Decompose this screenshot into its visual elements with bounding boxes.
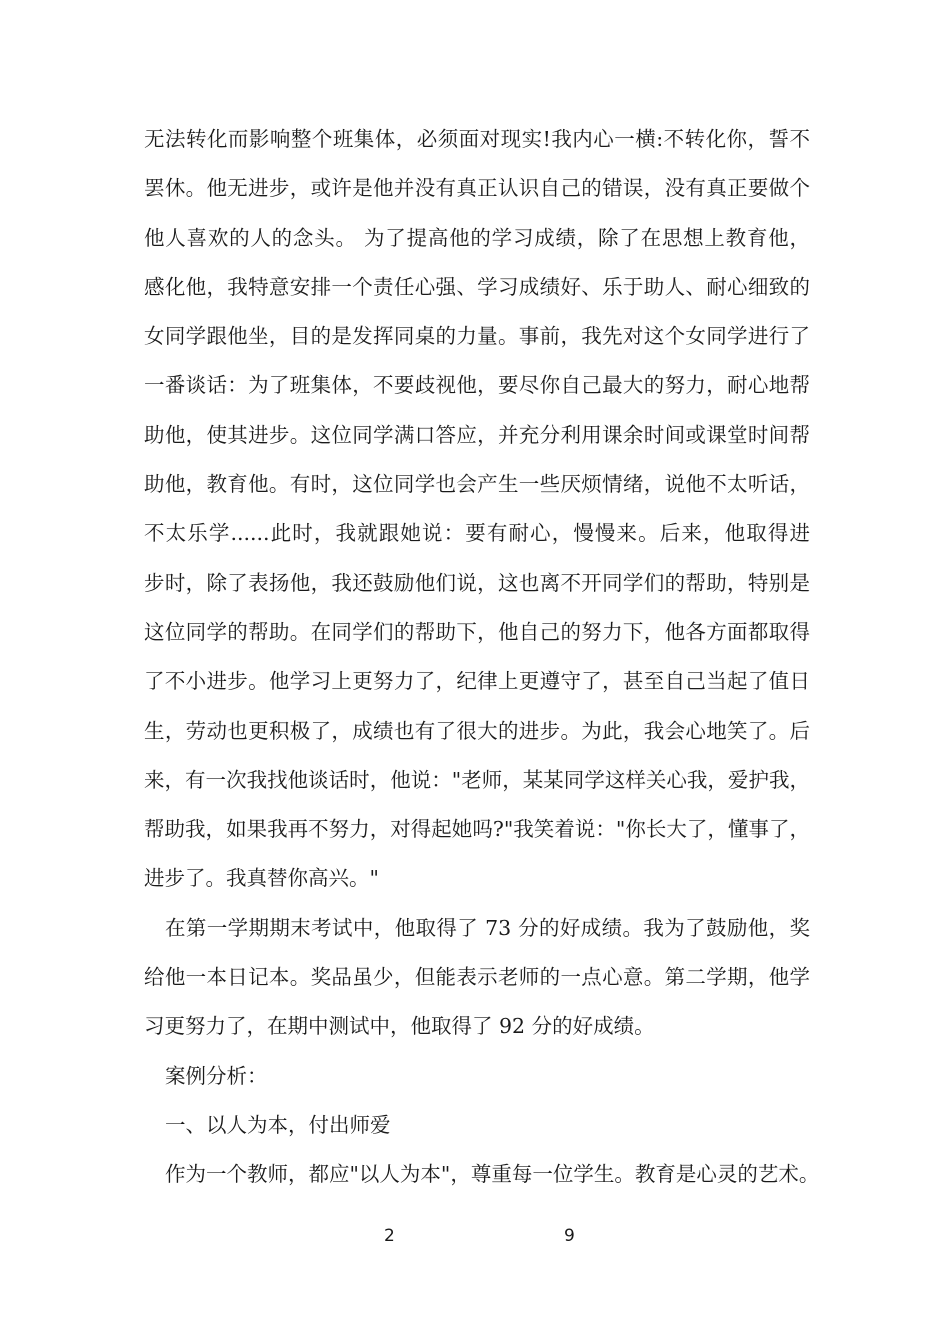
section-heading: 案例分析： [165, 1063, 268, 1088]
paragraph-start-line: 作为一个教师，都应"以人为本"，尊重每一位学生。教育是心灵的艺术。 [165, 1162, 820, 1187]
text-line: 生，劳动也更积极了，成绩也有了很大的进步。为此，我会心地笑了。后 [144, 718, 810, 743]
document-body [144, 115, 820, 1200]
text-line: 助他，教育他。有时，这位同学也会产生一些厌烦情绪，说他不太听话， [144, 472, 810, 497]
text-line: 给他一本日记本。奖品虽少，但能表示老师的一点心意。第二学期，他学 [144, 965, 810, 990]
text-line: 无法转化而影响整个班集体，必须面对现实!我内心一横:不转化你，誓不 [144, 127, 810, 151]
text-line: 助他，使其进步。这位同学满口答应，并充分利用课余时间或课堂时间帮 [144, 422, 810, 447]
text-line: 来，有一次我找他谈话时，他说："老师，某某同学这样关心我，爱护我， [144, 767, 810, 792]
page-footer [0, 1226, 950, 1250]
text-line: 他人喜欢的人的念头。 为了提高他的学习成绩，除了在思想上教育他， [144, 225, 810, 250]
text-line: 女同学跟他坐，目的是发挥同桌的力量。事前，我先对这个女同学进行了 [144, 324, 810, 349]
text-line: 一番谈话：为了班集体，不要歧视他，要尽你自己最大的努力，耐心地帮 [144, 373, 810, 398]
text-line: 这位同学的帮助。在同学们的帮助下，他自己的努力下，他各方面都取得 [144, 619, 810, 644]
text-line: 习更努力了，在期中测试中，他取得了 92 分的好成绩。 [144, 1014, 655, 1039]
text-line: 步时，除了表扬他，我还鼓励他们说，这也离不开同学们的帮助，特别是 [144, 570, 810, 595]
text-line: 感化他，我特意安排一个责任心强、学习成绩好、乐于助人、耐心细致的 [144, 274, 810, 299]
subsection-heading: 一、以人为本，付出师爱 [165, 1112, 391, 1137]
page-number-current: 2 [384, 1226, 395, 1246]
text-line: 进步了。我真替你高兴。" [144, 866, 379, 891]
text-line: 帮助我，如果我再不努力，对得起她吗?"我笑着说："你长大了，懂事了， [144, 817, 810, 842]
text-line: 了不小进步。他学习上更努力了，纪律上更遵守了，甚至自己当起了值日 [144, 669, 810, 694]
paragraph-start-line: 在第一学期期末考试中，他取得了 73 分的好成绩。我为了鼓励他，奖 [165, 915, 810, 940]
text-line: 不太乐学......此时，我就跟她说：要有耐心，慢慢来。后来，他取得进 [144, 521, 810, 546]
page-number-total: 9 [564, 1226, 575, 1246]
text-line: 罢休。他无进步，或许是他并没有真正认识自己的错误，没有真正要做个 [144, 176, 810, 201]
